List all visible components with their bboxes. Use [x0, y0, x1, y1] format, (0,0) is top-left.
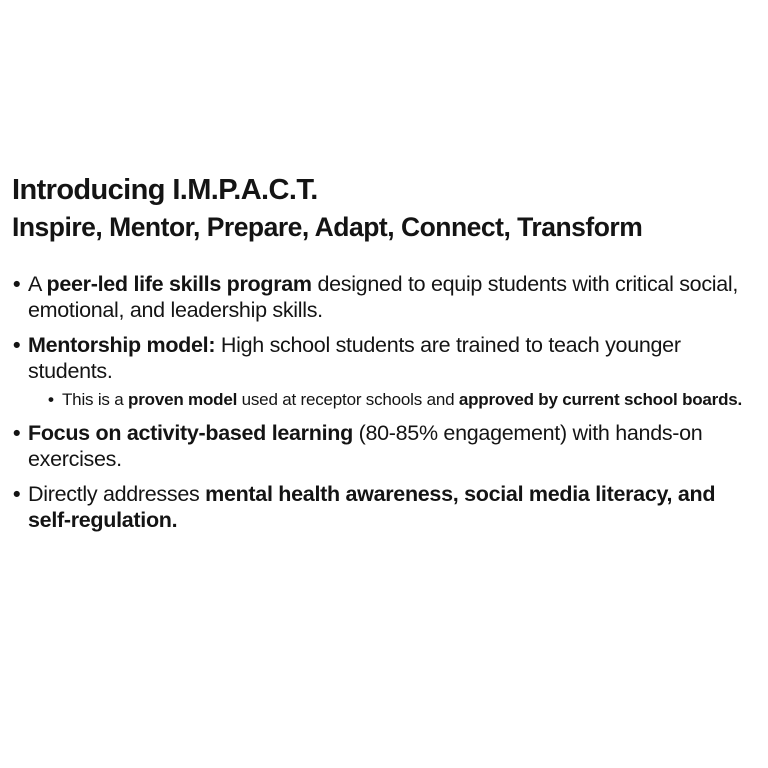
text-segment: This is a: [62, 390, 129, 409]
bullet-icon: •: [13, 272, 21, 296]
title-block: [12, 170, 762, 244]
text-segment: (80-85% engagement) with hands-on exercises.: [28, 421, 703, 471]
bold-text-segment: proven model: [128, 390, 238, 409]
text-segment: designed to equip students with critical social, emotional, and leadership skills.: [28, 272, 739, 322]
text-segment: used at receptor schools and: [237, 390, 459, 409]
bold-text-segment: mental health awareness, social media literacy, and self-regulation.: [28, 482, 716, 532]
bullet-text: [28, 333, 681, 383]
bullet-icon: •: [13, 421, 21, 445]
bullet-text: [28, 482, 715, 532]
sub-bullet-icon: •: [48, 390, 54, 409]
bullet-text: [28, 272, 738, 322]
bold-text-segment: peer-led life skills program: [46, 272, 312, 296]
bullet-icon: •: [13, 482, 21, 506]
sub-bullet-list: [28, 388, 758, 411]
text-segment: Directly addresses: [28, 482, 206, 506]
bullet-item: [10, 420, 758, 472]
bullet-item: [10, 332, 758, 411]
bold-text-segment: approved by current school boards.: [458, 390, 743, 409]
bold-text-segment: Focus on activity-based learning: [28, 421, 353, 445]
bullet-item: [10, 271, 758, 323]
slide-title: Introducing I.M.P.A.C.T.: [12, 174, 318, 206]
bullet-item: [10, 481, 758, 533]
text-segment: High school students are trained to teach younger students.: [28, 333, 681, 383]
slide-subtitle: Inspire, Mentor, Prepare, Adapt, Connect, Transform: [12, 212, 643, 242]
sub-bullet-item: [28, 388, 758, 411]
bullet-text: [28, 421, 702, 471]
bullet-icon: •: [13, 333, 21, 357]
text-segment: A: [28, 272, 47, 296]
sub-bullet-text: [62, 390, 742, 409]
bullet-list: [10, 271, 758, 542]
bold-text-segment: Mentorship model:: [28, 333, 216, 357]
